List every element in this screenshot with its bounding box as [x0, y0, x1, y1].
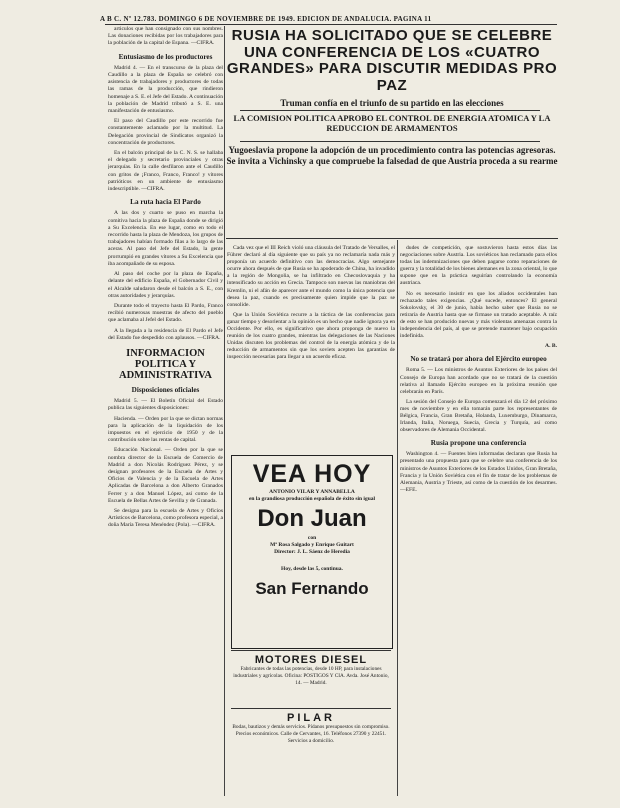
paragraph: Durante todo el trayecto hasta El Pardo, Franco recibió numerosas muestras de afecto del pueblo que aclamaba al Jefel del Estado.: [108, 302, 223, 324]
left-column: [108, 26, 223, 796]
heading-ejercito-europeo: No se tratará por ahora del Ejército europeo: [410, 355, 547, 364]
ad-stars: ANTONIO VILAR Y ANNABELLA: [269, 489, 355, 495]
heading-ruta-el-pardo: La ruta hacia El Pardo: [130, 198, 201, 207]
pilar-advertisement: [231, 708, 391, 797]
subheadline-truman: Truman confía en el triunfo de su partido en las elecciones: [280, 98, 504, 108]
ad-con: con: [307, 535, 317, 541]
left-intro: articulos que han consignado con sus nombres. Las donaciones recibidas por los trabajadores para la población de la capital de Espana. —CIFRA.: [108, 26, 223, 47]
paragraph: Washington 4. — Fuentes bien informadas declaran que Rusia ha presentado una propuesta para que se celebre una conferencia de los ministros de Asuntos Exteriores de los Estados Unidos, Gran Bretaña, Francia y la Unión Soviética con el fin de tratar de los problemas de Alemania, Austria y Trieste, así como de la cuestión de los desarmes. —EFE.: [400, 451, 557, 493]
paragraph: Cada vez que el III Reich violó una cláusula del Tratado de Versalles, el Führer declaró al día siguiente que su país ya no reclamaría nada más y proponía un acuerdo definitivo con las democracias. Algo semejante ocurre ahora después de que Rusia se ha apoderado de China, ha invadido a la región de Mongolia, se ha infiltrado en Checoslovaquia y ha intensificado su acción en Grecia. Tampoco son nuevas las maniobras del Kremlin, ni el afán de aparecer ante el mundo como la única potencia que desea la paz, cuando es precisamente quien impide que la paz se consolide.: [227, 245, 395, 308]
ad-tagline: en la grandiosa producción española de éxito sin igual: [248, 496, 376, 502]
paragraph: Madrid 4. — En el transcurso de la plaza del Caudillo a la plaza de España se celebró con asistencia de trabajadores y productores de todas las ramas de la producción, que rindieron homenaje a S. E. el Jefe del Estado. A continuación la población de Madrid tributó a S. E. una manifestación de entusiasmo.: [108, 64, 223, 115]
ad-body: Bodas, bautizos y demás servicios. Pídanos presupuestos sin compromiso. Precios económicos. Calle de Cervantes, 16. Teléfonos 27390 y 22451. Servicios a domicilio.: [232, 724, 390, 744]
paragraph: A la llegada a la residencia de El Pardo el Jefe del Estado fue despedido con aplausos. —CIFRA.: [108, 327, 223, 341]
paragraph: Madrid 5. — El Boletín Oficial del Estado publica las siguientes disposiciones:: [108, 398, 223, 412]
paragraph: El paso del Caudillo por este recorrido fue constantemente aclamado por la multitud. La Delegación provincial de Sindicatos organizó la concentración de productores.: [108, 118, 223, 146]
paragraph: Que la Unión Soviética recurre a la táctica de las conferencias para ganar tiempo y desorientar a la opinión es un hecho que nadie ignora ya en Occidente. Por ello, es significativo que ahora proponga de nuevo la reunión de los cuatro grandes, mientras las delegaciones de las Naciones Unidas discuten los problemas del control de la energía atómica y de la reducción de armamentos sin que los soviets acepten las garantías de inspección necesarias para llegar a un acuerdo eficaz.: [227, 311, 395, 361]
paragraph: Roma 5. — Los ministros de Asuntos Exteriores de los países del Consejo de Europa han acordado que no se tratará de la cuestión relativa al llamado Ejército europeo en la próxima reunión que celebrarán en París.: [400, 367, 557, 395]
paragraph: Al paso del coche por la plaza de España, delante del edificio España, el Gobernador Civil y el Alcalde saludaron desde el balcón a S. E., con otras autoridades y jerarquías.: [108, 271, 223, 299]
cinema-advertisement: [231, 455, 393, 649]
ad-title: VEA HOY: [252, 460, 372, 488]
masthead-rule: [105, 24, 557, 25]
paragraph: Educación Nacional. — Orden por la que se nombra director de la Escuela de Comercio de Madrid a don Nicolás Rodríguez Pérez, y se designan profesores de la Escuela de Artes y Oficios de Valencia y de la Escuela de Artes Aplicadas de Barcelona a don Alberto Granados Ferrer y a don Manuel López, así como de la Escuela de Bellas Artes de Sevilla y de Granada.: [108, 447, 223, 504]
paragraph: A las dos y cuarto se puso en marcha la comitiva hacia la plaza de España donde se dirigió a Su Excelencia. En ese lugar, como en todo el recorrido hasta la plaza de Mendoza, los grupos de trabajadores habían formado filas a lo largo de las aceras. Al paso del Jefe del Estado, la gente prorrumpió en grandes vítores a Su Excelencia que iba acompañado de su esposa.: [108, 210, 223, 267]
middle-column: [227, 245, 395, 450]
column-rule-left: [224, 26, 225, 796]
heading-informacion-politica: INFORMACION POLITICA Y ADMINISTRATIVA: [119, 347, 212, 381]
ad-director: Director: J. L. Sáenz de Heredia: [274, 549, 350, 555]
ad-title: PILAR: [287, 712, 335, 724]
paragraph: Hacienda. — Orden por la que se dictan normas para la aplicación de la liquidación de los impuestos en el ejercicio de 1950 y de la contribución sobre las rentas de capital.: [108, 415, 223, 444]
ad-title: MOTORES DIESEL: [254, 654, 368, 666]
paragraph: La sesión del Consejo de Europa comenzará el día 12 del próximo mes de noviembre y en ella tomarán parte los representantes de Bélgica, Francia, Gran Bretaña, Holanda, Luxemburgo, Dinamarca, Irlanda, Italia, Noruega, Suecia, Grecia y Turquía, así como observadores de Alemania Occidental.: [400, 398, 557, 434]
paragraph: No es necesario insistir en que los aliados occidentales han rechazado tales exigencias. ¿Qué sucede, entonces? El general Sokolovsky, el 30 de junio, había hecho saber que Rusia no se retiraría de Austria hasta que se firmase un tratado aceptable. A raíz de esto se han producido nuevas y más violentas amenazas contra la independencia del país, al que se pretende mantener bajo ocupación indefinida.: [400, 290, 557, 340]
headline-rule: [240, 110, 540, 111]
heading-entusiasmo: Entusiasmo de los productores: [118, 52, 213, 61]
ad-cinema-name: San Fernando: [255, 579, 369, 598]
masthead: A B C. Nº 12.783. DOMINGO 6 DE NOVIEMBRE DE 1949. EDICION DE ANDALUCIA. PAGINA 11: [100, 15, 432, 23]
main-headline: RUSIA HA SOLICITADO QUE SE CELEBRE UNA CONFERENCIA DE LOS «CUATRO GRANDES» PARA DISCUTIR MEDIDAS PRO PAZ: [226, 27, 558, 94]
headline-rule: [240, 141, 540, 142]
ad-schedule: Hoy, desde las 5, continua.: [281, 566, 343, 572]
subheadline-comision: LA COMISION POLITICA APROBO EL CONTROL DE ENERGIA ATOMICA Y LA REDUCCION DE ARMAMENTOS: [233, 113, 551, 133]
diesel-advertisement: [231, 650, 391, 706]
heading-rusia-conferencia: Rusia propone una conferencia: [430, 439, 527, 448]
paragraph: En el balcón principal de la C. N. S. se hallaba el delegado y secretario provinciales y otras jerarquías. En la calle desfilaron ante el Caudillo con gritos de ¡Franco, Franco, Franco! y vítores patrióticos en un ambiente de entusiasmo indescriptible. —CIFRA.: [108, 150, 223, 193]
paragraph: Se designa para la escuela de Artes y Oficios Artísticos de Barcelona, como profesora especial, a doña María Teresa Menéndez (Pola). —CIFRA.: [108, 507, 223, 529]
ad-body: Fabricantes de todas las potencias, desde 10 HP, para instalaciones industriales y agrícolas. Oficina: POSTIGOS Y CIA. Avda. José Antonio, 14. — Madrid.: [233, 666, 389, 686]
subheadline-yugoeslavia: Yugoeslavia propone la adopción de un procedimiento contra las potencias agresoras. Se invita a Vichinsky a que compruebe la falsedad de que Austria proceda a su rearme: [226, 145, 558, 166]
right-column: [400, 245, 557, 795]
headline-rule: [226, 238, 558, 239]
signature: A. B.: [545, 343, 557, 350]
column-rule-right: [397, 240, 398, 796]
ad-film-title: Don Juan: [257, 505, 367, 532]
paragraph: dudes de competición, que sostuvieron hasta estos días las negociaciones sobre Austria. Los soviéticos han reclamado para ellos todas las indemnizaciones que deben pagarse como reparaciones de guerra y la totalidad de los bienes alemanes en la zona oriental, lo que supone que en la práctica seguirían controlando la economía austriaca.: [400, 245, 557, 287]
heading-disposiciones: Disposiciones oficiales: [131, 385, 200, 394]
ad-cast: Mª Rosa Salgado y Enrique Guitart: [270, 542, 354, 548]
